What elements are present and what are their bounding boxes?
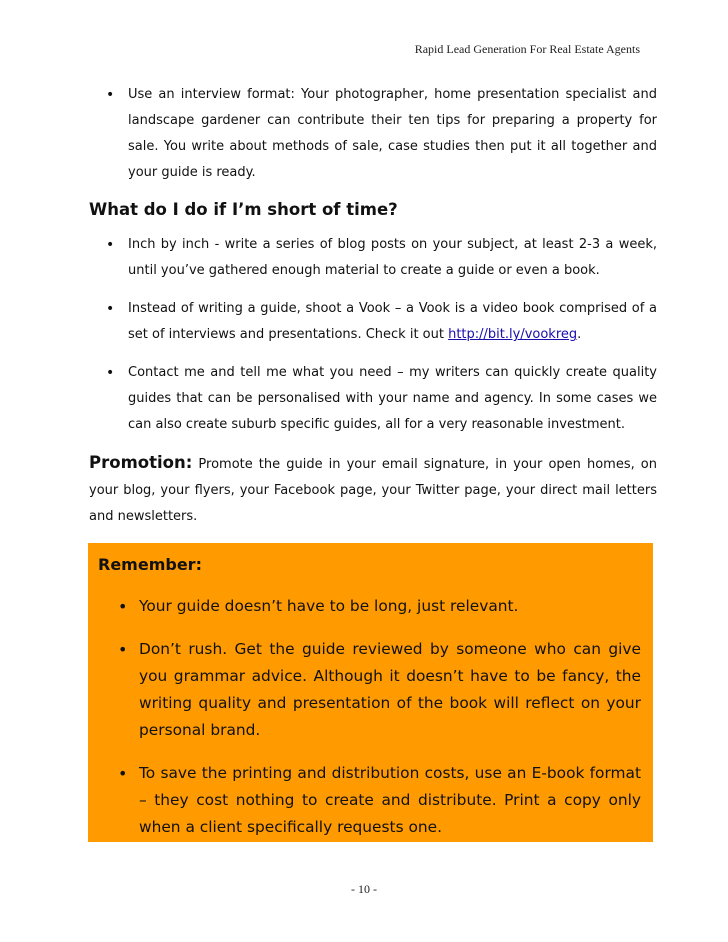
- intro-bullet-list: [89, 82, 657, 186]
- promotion-lead: Promotion:: [89, 453, 193, 472]
- bullet-interview-format: • Use an interview format: Your photographer, home presentation specialist and landscape gardener can contribute their ten tips for preparing a property for sale. You write about methods of sale, case studies then put it all together and your guide is ready.: [89, 82, 657, 186]
- short-time-bullet-list: [89, 232, 657, 438]
- page-number: - 10 -: [351, 882, 377, 896]
- remember-bullet-list: [98, 593, 641, 841]
- bullet-vook: [89, 296, 657, 348]
- promotion-text: Promote the guide in your email signature, in your open homes, on your blog, your flyers, your Facebook page, your Twitter page, your direct mail letters and newsletters.: [89, 457, 657, 524]
- vook-text: Instead of writing a guide, shoot a Vook – a Vook is a video book comprised of a set of interviews and presentations. Check it out: [128, 301, 657, 342]
- remember-bullet-ebook: • To save the printing and distribution costs, use an E-book format – they cost nothing to create and distribute. Print a copy only when a client specifically requests one.: [98, 760, 641, 841]
- page-body: [89, 82, 657, 543]
- bullet-inch-by-inch: • Inch by inch - write a series of blog posts on your subject, at least 2-3 a week, until you’ve gathered enough material to create a guide or even a book.: [89, 232, 657, 284]
- vook-link-period: .: [577, 327, 582, 342]
- heading-short-of-time: What do I do if I’m short of time?: [89, 200, 398, 219]
- remember-bullet-relevant: • Your guide doesn’t have to be long, just relevant.: [98, 593, 641, 620]
- promotion-paragraph: [89, 450, 657, 530]
- vook-link[interactable]: http://bit.ly/vookreg: [448, 327, 578, 342]
- remember-bullet-dont-rush: • Don’t rush. Get the guide reviewed by someone who can give you grammar advice. Although it doesn’t have to be fancy, the writing quality and presentation of the book will reflect on your personal brand.: [98, 636, 641, 744]
- running-header: Rapid Lead Generation For Real Estate Agents: [414, 42, 640, 56]
- remember-title: Remember:: [98, 555, 202, 574]
- bullet-contact-me: • Contact me and tell me what you need – my writers can quickly create quality guides that can be personalised with your name and agency. In some cases we can also create suburb specific guides, all for a very reasonable investment.: [89, 360, 657, 438]
- remember-callout-box: [88, 543, 653, 842]
